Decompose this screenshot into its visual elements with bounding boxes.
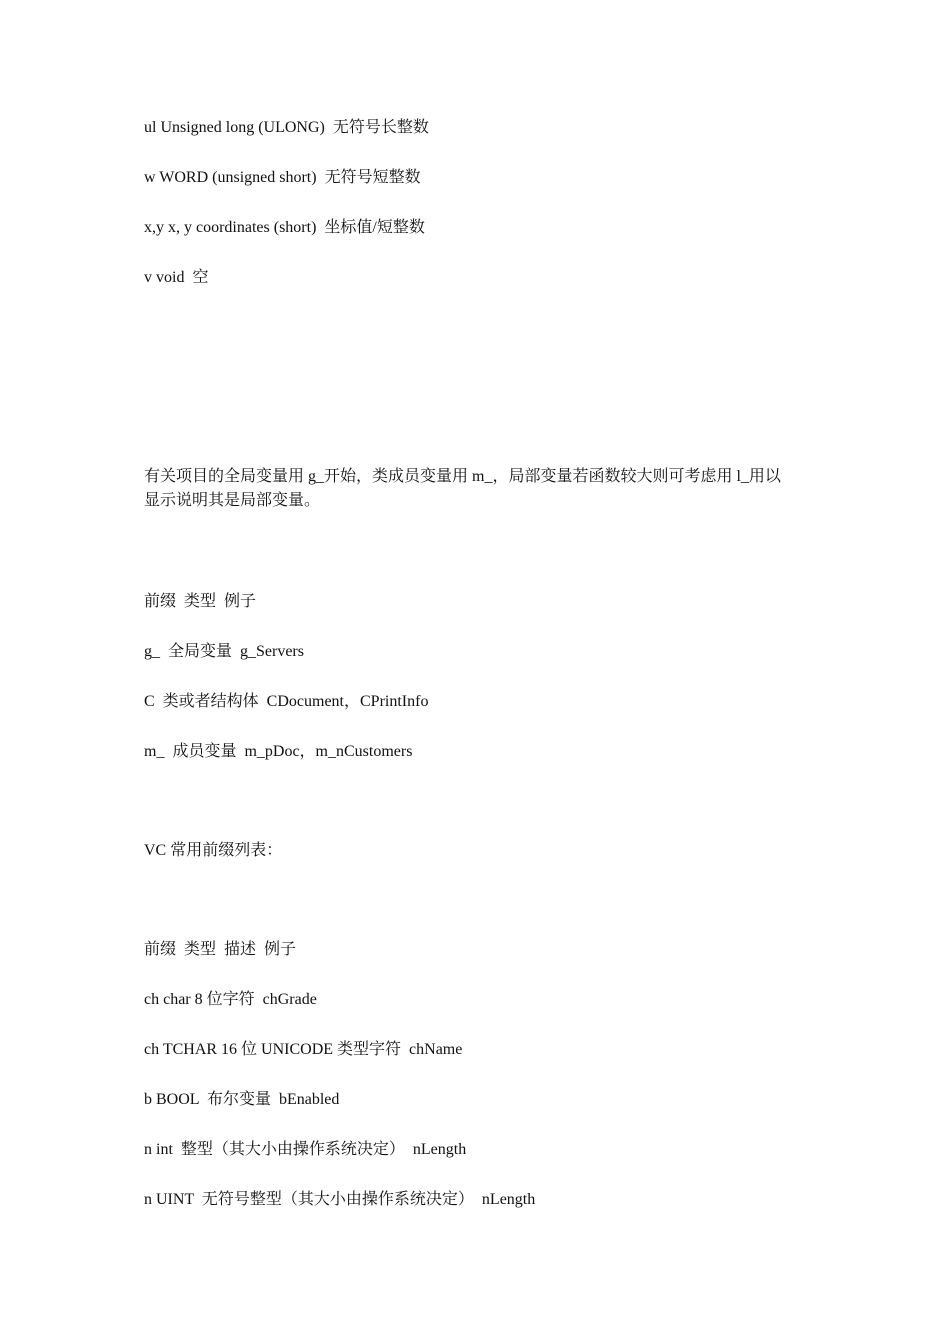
table2-row: b BOOL 布尔变量 bEnabled <box>144 1091 340 1108</box>
vc-prefix-heading: VC 常用前缀列表： <box>144 842 283 859</box>
prefix-line-ul: ul Unsigned long (ULONG) 无符号长整数 <box>144 119 429 136</box>
table2-row: n UINT 无符号整型（其大小由操作系统决定） nLength <box>144 1191 536 1208</box>
table1-row: C 类或者结构体 CDocument，CPrintInfo <box>144 693 429 710</box>
prefix-line-w: w WORD (unsigned short) 无符号短整数 <box>144 169 421 186</box>
global-variable-paragraph <box>144 465 812 513</box>
table2-row: ch char 8 位字符 chGrade <box>144 991 317 1008</box>
prefix-line-v: v void 空 <box>144 269 209 286</box>
table2-row: ch TCHAR 16 位 UNICODE 类型字符 chName <box>144 1041 463 1058</box>
paragraph-line: 显示说明其是局部变量。 <box>144 492 321 509</box>
table1-row: g_ 全局变量 g_Servers <box>144 643 304 660</box>
table2-row: n int 整型（其大小由操作系统决定） nLength <box>144 1141 467 1158</box>
table1-row: m_ 成员变量 m_pDoc，m_nCustomers <box>144 743 413 760</box>
paragraph-line: 有关项目的全局变量用 g_开始，类成员变量用 m_，局部变量若函数较大则可考虑用 l_用以 <box>144 468 781 485</box>
prefix-line-xy: x,y x, y coordinates (short) 坐标值/短整数 <box>144 219 425 236</box>
table2-header: 前缀 类型 描述 例子 <box>144 941 297 958</box>
table1-header: 前缀 类型 例子 <box>144 593 257 610</box>
